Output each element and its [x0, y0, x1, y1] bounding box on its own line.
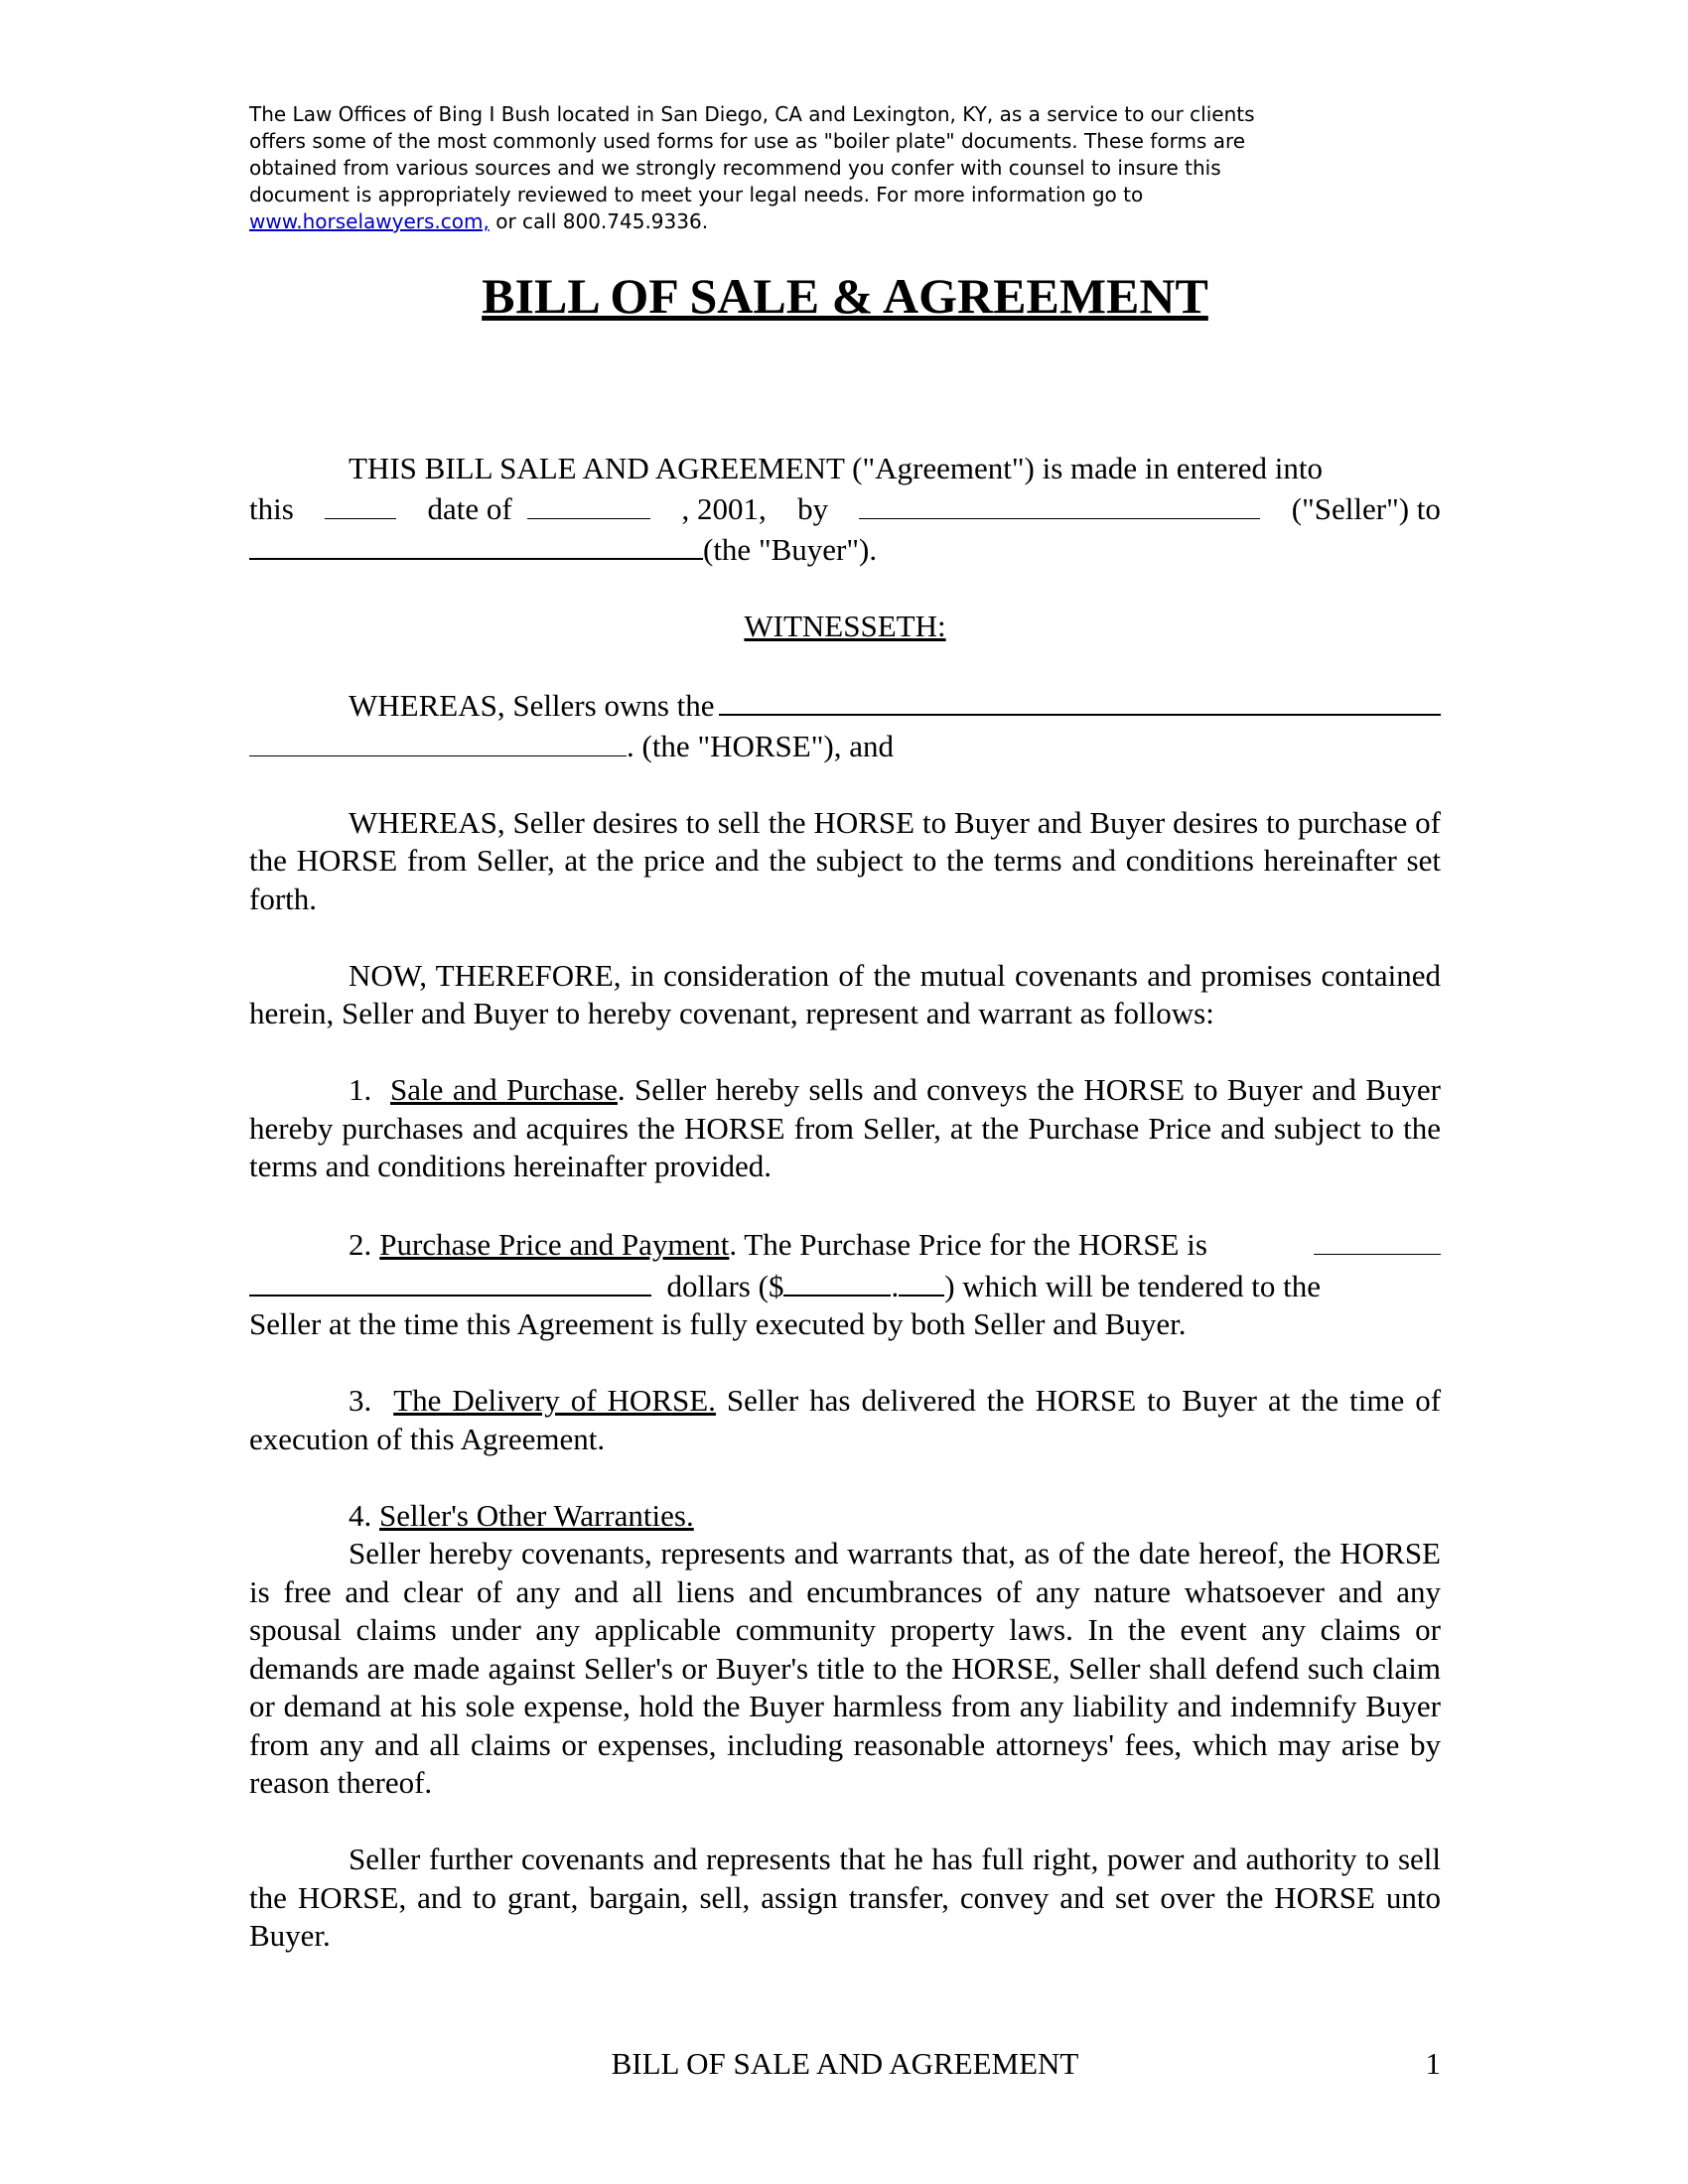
footer-title: BILL OF SALE AND AGREEMENT	[611, 2046, 1079, 2081]
disclaimer-block	[249, 101, 1391, 235]
whereas-horse-line-1	[249, 684, 1441, 726]
section-4-warranties: Seller hereby covenants, represents and warrants that, as of the date hereof, the HORSE is free and clear of any and all liens and encumbrances of any nature whatsoever and any spousal claims under any applicable community property laws. In the event any claims or demands are made against Seller's or Buyer's title to the HORSE, Seller shall defend such claim or demand at his sole expense, hold the Buyer harmless from any liability and indemnify Buyer from any and all claims or expenses, including reasonable attorneys' fees, which may arise by reason thereof.	[249, 1536, 1441, 1800]
section-1-sale-purchase	[249, 1071, 1441, 1186]
section-2-line-1	[249, 1224, 1441, 1265]
intro-date-of: date of	[427, 490, 512, 526]
agreement-body	[249, 450, 1441, 1993]
phone-text: or call 800.745.9336.	[489, 209, 709, 233]
section-2-line-2	[249, 1265, 1441, 1306]
intro-buyer: (the "Buyer").	[703, 532, 878, 567]
section-3-heading: The Delivery of HORSE.	[393, 1383, 716, 1418]
price-cents-blank[interactable]	[899, 1265, 944, 1297]
buyer-name-blank[interactable]	[249, 528, 703, 560]
section-1-text: . Seller hereby sells and conveys the HORSE to Buyer and Buyer hereby purchases and acquires the HORSE from Seller, at the Purchase Price and subject to the terms and conditions hereinafter provided.	[249, 1072, 1442, 1183]
now-therefore-paragraph: NOW, THEREFORE, in consideration of the mutual covenants and promises contained herein, Seller and Buyer to hereby covenant, represent and warrant as follows:	[249, 957, 1441, 1030]
seller-name-blank[interactable]	[859, 488, 1260, 519]
intro-this: this	[249, 490, 294, 526]
witnesseth-paragraph	[249, 608, 1441, 646]
horse-description-blank-2[interactable]	[249, 726, 627, 756]
section-2-dollars: dollars ($	[666, 1268, 784, 1303]
witnesseth-heading: WITNESSETH:	[744, 609, 946, 643]
whereas-horse-end: . (the "HORSE"), and	[627, 728, 894, 763]
section-1-number: 1.	[349, 1072, 372, 1107]
day-blank[interactable]	[325, 488, 396, 519]
intro-seller: ("Seller") to	[1291, 490, 1441, 526]
section-2-line-3: Seller at the time this Agreement is fully executed by both Seller and Buyer.	[249, 1306, 1187, 1341]
whereas-horse-paragraph	[249, 684, 1441, 765]
section-1-heading: Sale and Purchase	[390, 1072, 618, 1107]
price-words-blank[interactable]	[1314, 1224, 1441, 1255]
intro-line-1: THIS BILL SALE AND AGREEMENT ("Agreement") is made in entered into	[349, 451, 1323, 485]
disclaimer-line: obtained from various sources and we strongly recommend you confer with counsel to insure this	[249, 156, 1221, 180]
section-2-dot: .	[891, 1268, 900, 1303]
disclaimer-contact-line	[249, 208, 1391, 235]
horse-description-blank[interactable]	[719, 684, 1441, 716]
section-2-text-2: ) which will be tendered to the	[944, 1268, 1321, 1303]
whereas-sale-paragraph: WHEREAS, Seller desires to sell the HORSE to Buyer and Buyer desires to purchase of the HORSE from Seller, at the price and the subject to the terms and conditions hereinafter set forth.	[249, 804, 1441, 916]
month-blank[interactable]	[527, 488, 650, 519]
document-title: BILL OF SALE & AGREEMENT	[482, 268, 1208, 324]
section-2-text-1: . The Purchase Price for the HORSE is	[729, 1227, 1207, 1262]
page-number: 1	[1425, 2046, 1441, 2081]
disclaimer-line: document is appropriately reviewed to meet your legal needs. For more information go to	[249, 183, 1144, 206]
section-2-heading: Purchase Price and Payment	[379, 1227, 730, 1262]
intro-by: by	[797, 490, 829, 526]
section-3-delivery	[249, 1382, 1441, 1458]
section-2-purchase-price	[249, 1224, 1441, 1344]
section-4-heading: Seller's Other Warranties.	[379, 1497, 694, 1533]
disclaimer-line: offers some of the most commonly used forms for use as "boiler plate" documents. These forms are	[249, 129, 1246, 153]
further-covenants-paragraph: Seller further covenants and represents that he has full right, power and authority to sell the HORSE, and to grant, bargain, sell, assign transfer, convey and set over the HORSE unto Buyer.	[249, 1842, 1441, 1953]
section-2-number: 2.	[349, 1227, 372, 1262]
section-4-heading-line	[249, 1497, 1441, 1536]
price-words-blank-2[interactable]	[249, 1265, 651, 1297]
section-3-number: 3.	[349, 1383, 372, 1418]
intro-paragraph	[249, 450, 1441, 570]
intro-line-3	[249, 528, 1441, 570]
whereas-horse-line-2	[249, 726, 1441, 766]
intro-line-2	[249, 488, 1441, 529]
website-link[interactable]: www.horselawyers.com,	[249, 209, 490, 233]
disclaimer-line: The Law Offices of Bing I Bush located in San Diego, CA and Lexington, KY, as a service to our clients	[249, 102, 1255, 126]
section-4-number: 4.	[349, 1497, 372, 1533]
price-dollars-blank[interactable]	[783, 1265, 891, 1297]
intro-year: , 2001,	[681, 490, 767, 526]
whereas-horse-start: WHEREAS, Sellers owns the	[349, 688, 715, 723]
section-3-text: Seller has delivered the HORSE to Buyer at the time of execution of this Agreement.	[249, 1383, 1442, 1456]
